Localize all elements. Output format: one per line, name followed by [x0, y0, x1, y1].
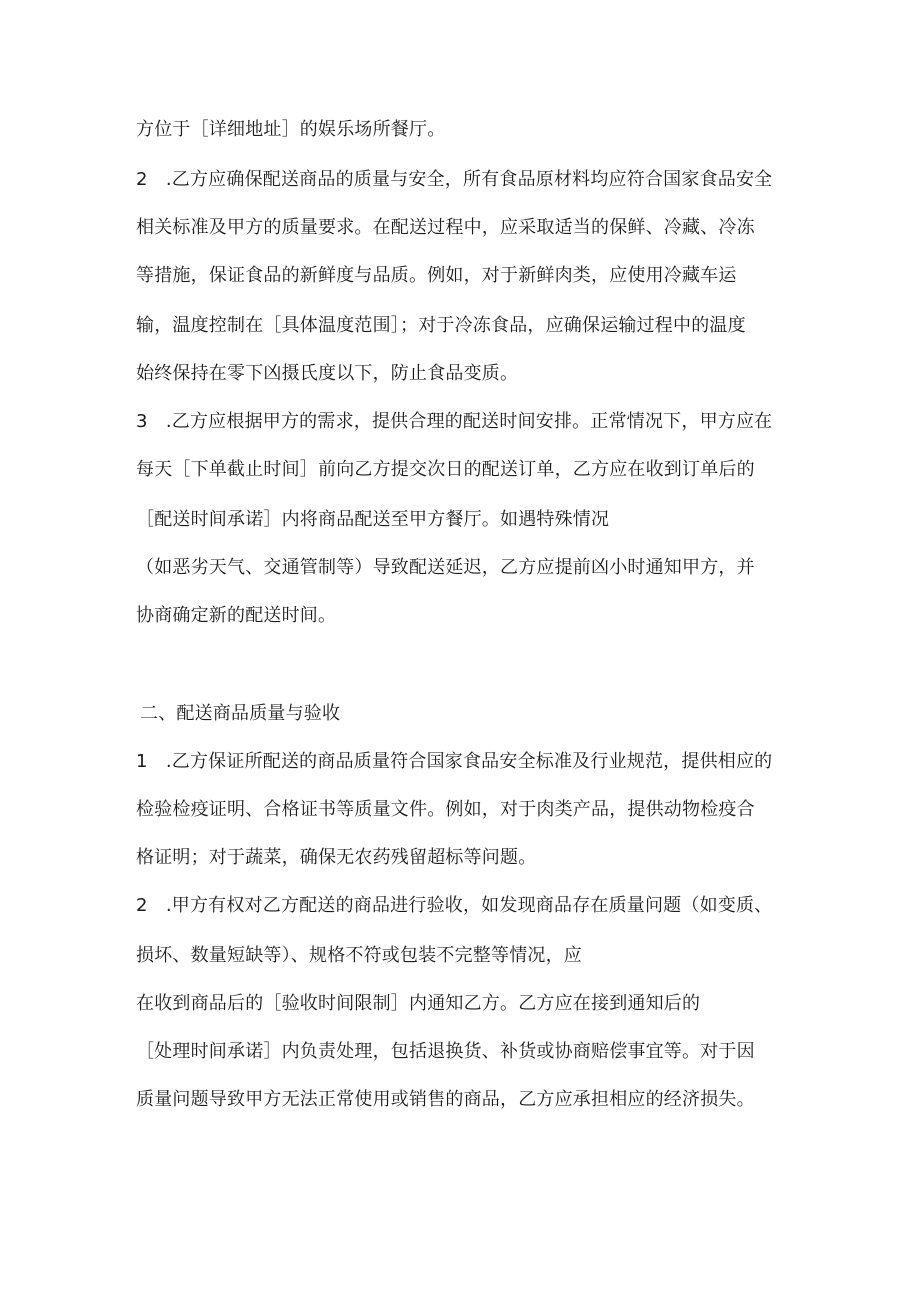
paragraph-line: 输，温度控制在［具体温度范围］；对于冷冻食品，应确保运输过程中的温度	[136, 315, 746, 336]
paragraph-line: 每天［下单截止时间］前向乙方提交次日的配送订单，乙方应在收到订单后的	[136, 459, 755, 480]
paragraph-line: ［处理时间承诺］内负责处理，包括退换货、补货或协商赔偿事宜等。对于因	[136, 1041, 755, 1062]
paragraph-line: 2 .乙方应确保配送商品的质量与安全，所有食品原材料均应符合国家食品安全	[136, 169, 773, 190]
paragraph-line: 始终保持在零下凶摄氏度以下，防止食品变质。	[136, 363, 519, 384]
paragraph-line: 在收到商品后的［验收时间限制］内通知乙方。乙方应在接到通知后的	[136, 993, 701, 1014]
paragraph-line: 1 .乙方保证所配送的商品质量符合国家食品安全标准及行业规范，提供相应的	[136, 751, 773, 772]
paragraph-line: 等措施，保证食品的新鲜度与品质。例如，对于新鲜肉类，应使用冷藏车运	[136, 265, 737, 286]
paragraph-line: 3 .乙方应根据甲方的需求，提供合理的配送时间安排。正常情况下，甲方应在	[136, 411, 773, 432]
paragraph-line: 相关标准及甲方的质量要求。在配送过程中，应采取适当的保鲜、冷藏、冷冻	[136, 217, 755, 238]
paragraph-line: 方位于［详细地址］的娱乐场所餐厅。	[136, 119, 446, 140]
paragraph-line: ［配送时间承诺］内将商品配送至甲方餐厅。如遇特殊情况	[136, 509, 610, 530]
paragraph-line: 2 .甲方有权对乙方配送的商品进行验收，如发现商品存在质量问题（如变质、	[136, 895, 773, 916]
paragraph-line: 协商确定新的配送时间。	[136, 605, 337, 626]
paragraph-line: （如恶劣天气、交通管制等）导致配送延迟，乙方应提前凶小时通知甲方，并	[136, 557, 755, 578]
section-heading: 二、配送商品质量与验收	[140, 703, 341, 724]
paragraph-line: 质量问题导致甲方无法正常使用或销售的商品，乙方应承担相应的经济损失。	[136, 1089, 755, 1110]
paragraph-line: 损坏、数量短缺等）、规格不符或包装不完整等情况，应	[136, 945, 582, 966]
paragraph-line: 格证明；对于蔬菜，确保无农药残留超标等问题。	[136, 847, 537, 868]
paragraph-line: 检验检疫证明、合格证书等质量文件。例如，对于肉类产品，提供动物检疫合	[136, 799, 755, 820]
